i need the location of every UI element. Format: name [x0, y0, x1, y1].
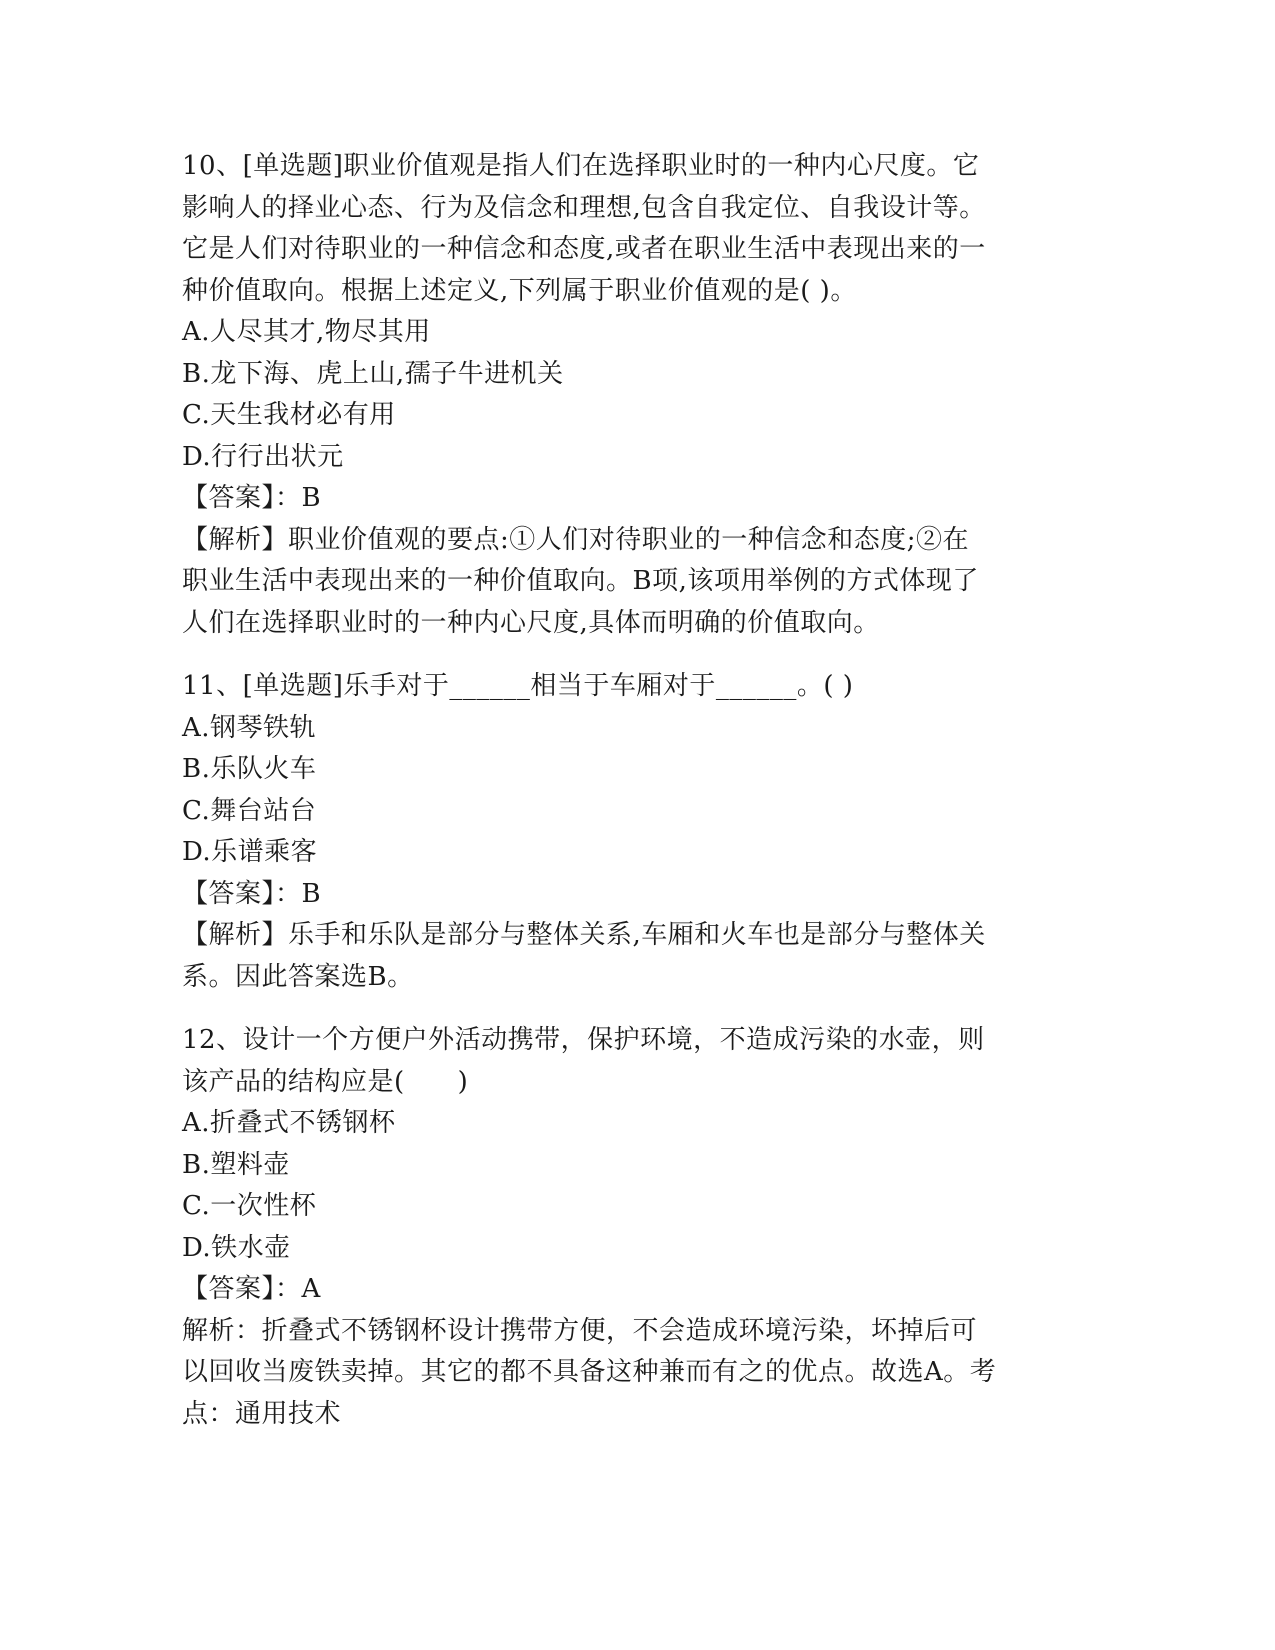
question-stem-line: 它是人们对待职业的一种信念和态度,或者在职业生活中表现出来的一 — [182, 234, 986, 264]
analysis-line: 点：通用技术 — [182, 1398, 342, 1429]
option-b: B.塑料壶 — [182, 1149, 290, 1180]
analysis-line: 人们在选择职业时的一种内心尺度,具体而明确的价值取向。 — [182, 607, 880, 638]
option-c: C.舞台站台 — [182, 795, 317, 826]
question-12 — [182, 1020, 1082, 1435]
analysis-line: 职业生活中表现出来的一种价值取向。B项,该项用举例的方式体现了 — [182, 566, 979, 596]
answer-line: 【答案】：A — [182, 1274, 321, 1304]
option-a: A.人尽其才,物尽其用 — [182, 317, 431, 347]
option-d: D.行行出状元 — [182, 441, 344, 472]
option-d: D.铁水壶 — [182, 1232, 291, 1263]
analysis-line: 以回收当废铁卖掉。其它的都不具备这种兼而有之的优点。故选A。考 — [182, 1357, 997, 1387]
option-b: B.乐队火车 — [182, 754, 317, 784]
question-11 — [182, 666, 1082, 998]
analysis-line: 系。因此答案选B。 — [182, 961, 414, 992]
question-stem-line: 影响人的择业心态、行为及信念和理想,包含自我定位、自我设计等。 — [182, 192, 986, 223]
question-stem-line: 12、设计一个方便户外活动携带，保护环境，不造成污染的水壶，则 — [182, 1025, 985, 1055]
option-c: C.一次性杯 — [182, 1191, 317, 1221]
question-stem-line: 11、[单选题]乐手对于______相当于车厢对于______。( ) — [182, 671, 854, 701]
question-stem-line: 10、[单选题]职业价值观是指人们在选择职业时的一种内心尺度。它 — [182, 151, 980, 181]
option-b: B.龙下海、虎上山,孺子牛进机关 — [182, 358, 564, 389]
option-a: A.折叠式不锈钢杯 — [182, 1108, 396, 1138]
question-stem-line: 种价值取向。根据上述定义,下列属于职业价值观的是( )。 — [182, 275, 857, 306]
answer-line: 【答案】：B — [182, 483, 322, 513]
analysis-line: 解析：折叠式不锈钢杯设计携带方便，不会造成环境污染，坏掉后可 — [182, 1315, 978, 1346]
question-stem-line: 该产品的结构应是( ) — [182, 1066, 469, 1097]
option-d: D.乐谱乘客 — [182, 837, 318, 867]
question-10 — [182, 146, 1082, 644]
analysis-line: 【解析】乐手和乐队是部分与整体关系,车厢和火车也是部分与整体关 — [182, 920, 986, 950]
analysis-line: 【解析】职业价值观的要点:①人们对待职业的一种信念和态度;②在 — [182, 524, 970, 555]
answer-line: 【答案】：B — [182, 878, 322, 909]
document-page — [182, 146, 1082, 1457]
option-c: C.天生我材必有用 — [182, 400, 396, 430]
option-a: A.钢琴铁轨 — [182, 712, 317, 743]
